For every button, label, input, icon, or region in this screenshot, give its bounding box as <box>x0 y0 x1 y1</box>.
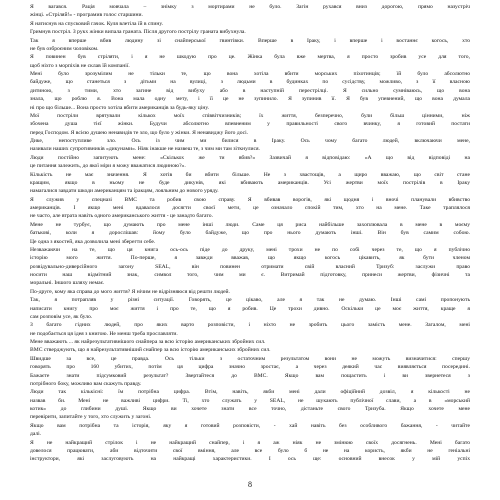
text-line: знала, що роблю я. Вона мала одну мету, і її це не зупинило. Я зупинив її. Я був упевнений, що вона думала <box>30 96 470 103</box>
text-line: По-друге, кому яка справа до мого життя? Я нічим не відрізняюся від решти людей. <box>30 288 230 295</box>
text-line: моральні. Іншого шляху немає. <box>30 280 105 287</box>
text-line: розвідувально-диверсійного загону SEAL, він повинен отримати свій власний Тризуб: заслужи право <box>30 263 470 270</box>
page-number: 8 <box>248 480 252 489</box>
text-line: назвав би. Мені не важливі цифри. Ті, хто служать у SEAL, не шукають публічної слави, а в «морський <box>30 397 470 404</box>
text-line: щоб ніхто з морпіхів не склав їй компанії. <box>30 62 130 69</box>
text-line: потрібного боку, можливо вам скажуть правду. <box>30 380 142 387</box>
text-line: З багато гідних людей, про яких варто розповісти, і ніхто не зробить цього замість мене. Загалом, мені <box>30 322 470 329</box>
text-line: говорять про 160 убитих, потім ця цифра значно зростає, а через деякий час виявляється посередині. <box>30 364 470 371</box>
text-line: Бажаєте знати підсумковий результат? Звертайтеся до ВМС. Якщо вам пощастить і ви звернетеся з <box>30 372 470 379</box>
text-line: Швидше за все, це правда. Ось тільки з остаточним результатом вони не можуть визначитися: спершу <box>30 355 470 362</box>
text-line: сам розповім усе, як було. <box>30 313 93 320</box>
text-line: Люди постійно запитують мене: «Скількох же ти вбив?» Зазвичай я відповідаю: «А що від відповіді на <box>30 154 470 161</box>
text-line: носити наш відмітний знак, символ того, чим ми є. Витримай підготовку, принеси жертви, фізичні та <box>30 272 470 278</box>
text-line: Я не найкращий стрілок і не найкращий снайпер, і я аж ніяк не змінюю своїх досягнень. Мені багато <box>30 439 470 446</box>
text-line: Так я вперше вбив людину зі снайперської гвинтівки. Вперше в Іраку, і вперше і востаннє когось, хто <box>30 37 470 44</box>
text-line: жінці. «Стріляй!» - програмив голос старшини. <box>30 12 143 19</box>
text-line: Я натиснув на спусковий гачок. Куля влетіла їй в спину. <box>30 20 163 27</box>
text-line: американців. І якщо мені вдавалося досягти своєї мети, це означало спокій тим, хто на мене. Таке траплялося <box>30 205 470 211</box>
text-line: називали наших супротивників «дикунами». Ніяк інакше не назвеш те, з чим ми там зіткнулися. <box>30 146 260 153</box>
text-line: не подобається ця ідея з книгою. Не менш треба прославляти. <box>30 330 178 337</box>
text-line: Дике, непоступливе зло. Ось із чим ми билися в Іраку. Ось чому багато людей, включаючи мене, <box>30 138 470 144</box>
text-line: Якщо вам потрібна та історія, яку я готовий розповісти, - хай навіть без особливого бажання, - читайте <box>30 422 470 429</box>
text-line: перевірити, запитайте у того, хто служить у загоні. <box>30 414 152 421</box>
text-line: перед Господом. Я всією душею ненавидів те зло, що було у жінки. Я ненавиджу його досі. <box>30 129 249 136</box>
text-line: збочена душа тієї жінки. Будучи абсолютно впевненим у правильності свого вчинку, я готовий постати <box>30 121 470 128</box>
text-line: ні про що більше... Вона просто хотіла вбити американців за будь-яку ціну. <box>30 104 209 111</box>
text-line: Мене не турбує, що думають про мене інші люди. Саме ця риса найбільше захоплювала в мене в моєму <box>30 221 470 228</box>
text-line: ВМС стверджують, що я найрезультативніший снайпер за всю історію американських збройних сил. <box>30 347 271 354</box>
text-line: байдуже, що станеться з дітьми на вулиці, з людьми в будинках по сусідству, можливо, з її власною <box>30 79 470 86</box>
text-line: котик» до глибини душі. Якщо ви хочете знати все точно, дістаньте свого Тризуба. Якщо хочете мене <box>30 406 470 412</box>
text-line: не часто, але втрата навіть одного американського життя - це занадто багато. <box>30 213 213 220</box>
text-line: Гримнув постріл. З рукх жінки випала граната. Після другого пострілу граната вибухнула. <box>30 29 246 36</box>
text-line: батькові, коли я дорослішав: йому було байдуже, що про нього думають інші. Він був самим собою. <box>30 230 470 237</box>
text-line: Так, я потрапляв у різні ситуації. Говорять, це цікаво, але я так не думаю. Інші самі пропонують <box>30 297 470 304</box>
text-line: Я вагався. Рація мовчала – знімку з мортирами не було. Загін рухався вниз дорогою, прямо назустріч <box>30 4 470 10</box>
text-line: далі. <box>30 431 42 438</box>
body-text <box>30 3 470 464</box>
text-line: Мої постріли врятували кількох моїх співвітчизників; їх життя, безперечно, були більш цінними, ніж <box>30 112 470 119</box>
text-line: це питання залежить, до якої міри я можу вважатися людиною?». <box>30 163 186 170</box>
text-line: дитиною, з тими, хто загине від вибуху або в наступній перестрілці. Я сильно сумніваюсь, що вона <box>30 87 470 94</box>
text-line: Я повинен був стріляти, і я не шкодую про це. Жінка була вже мертва, я просто зробив усе для того, <box>30 54 470 61</box>
text-line: Кількість не має значення. Я хотів би вбити більше. Не з хвастощів, а щиро вважаю, що світ стане <box>30 171 470 178</box>
text-line: Мене вважають ... як найрезультативнішого снайпера за всю історію американських збройних сил. <box>30 339 266 345</box>
text-line: кращим, якщо в ньому не буде дикунів, які вбивають американців. Усі жертви моїх пострілів в Іраку <box>30 179 470 186</box>
text-line: Люди так кількісні: їм потрібна цифра. Втім, навіть, якби мені дали офіційний дозвіл, я кількості не <box>30 389 470 396</box>
text-line: Це одна з якостей, яка дозволила мені зберегти себе. <box>30 238 156 245</box>
text-line: написати книгу про моє життя і про те, що я робив. Це трохи дивно. Оскільки це моє життя, краще я <box>30 305 470 312</box>
text-line: Незважаючи на те, що ця книга ось-ось піде до друку, мені трохи не по собі через те, що я публічно <box>30 246 470 253</box>
text-line: Мені було зрозумілим не тільки те, що вона хотіла вбити морських піхотинців; їй було абсолютно <box>30 71 470 77</box>
text-line: Я служив у спецназі ВМС та робив свою справу. Я вбивав ворогів, які щодня і вночі планували вбивство <box>30 196 470 203</box>
text-line: інструктори, які заслуговують на найкращі характеристики. І ось ще: основний внесок у мій успіх <box>30 456 470 463</box>
text-line: історію мого життя. По-перше, я завжди вважав, що якщо когось цікавить, як бути членом <box>30 255 470 262</box>
text-line: не був озброєним чоловіком. <box>30 45 99 52</box>
text-line: довелося працювати, аби відточити свої вміння, але все було б не на користь, якби не геніальні <box>30 447 470 454</box>
text-line: намагалися завдати шкоди американцям та іракцям, лояльним до нового уряду. <box>30 188 219 195</box>
